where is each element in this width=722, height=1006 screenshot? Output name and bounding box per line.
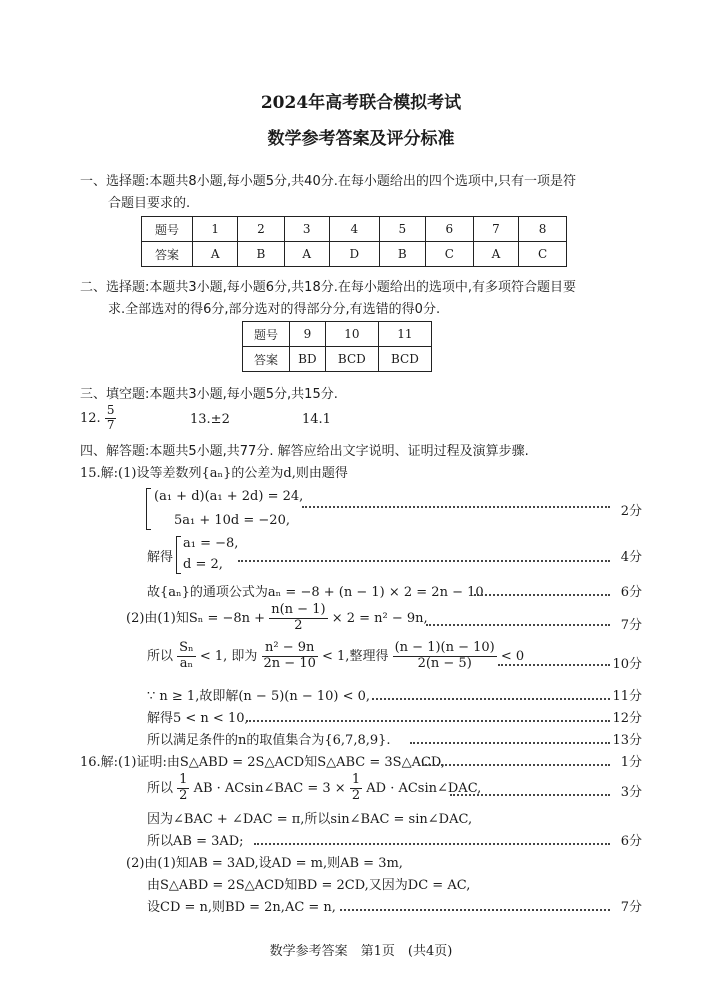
q15-part2-prefix: (2)由(1)知Sₙ = −8n + bbox=[126, 610, 266, 626]
dotted-leader bbox=[302, 506, 610, 508]
q16-line6: 由S△ABD = 2S△ACD知BD = 2CD,又因为DC = AC, bbox=[147, 878, 471, 893]
q16-line5: (2)由(1)知AB = 3AD,设AD = m,则AB = 3m, bbox=[126, 856, 403, 871]
answer-table-2 bbox=[242, 321, 432, 372]
score-label: 10分 bbox=[612, 657, 642, 672]
half-fraction bbox=[350, 773, 362, 804]
line-prefix: 所以 bbox=[147, 780, 174, 796]
so-mid2: < 1,整理得 bbox=[322, 648, 389, 664]
table-cell: 4 bbox=[329, 217, 379, 242]
q15-sol2: d = 2, bbox=[183, 557, 223, 572]
so-end: < 0 bbox=[500, 648, 525, 664]
q16-line2 bbox=[147, 773, 481, 804]
fraction-numerator: 1 bbox=[179, 772, 188, 787]
table-cell-label: 答案 bbox=[142, 242, 193, 267]
q16-line7: 设CD = n,则BD = 2n,AC = n, bbox=[147, 900, 336, 915]
table-cell: 1 bbox=[193, 217, 238, 242]
q12-answer bbox=[80, 404, 116, 433]
q12-numerator: 5 bbox=[106, 403, 115, 417]
so-prefix: 所以 bbox=[147, 648, 174, 664]
table-cell: 9 bbox=[290, 322, 326, 347]
section2-heading: 二、选择题:本题共3小题,每小题6分,共18分.在每小题给出的选项中,有多项符合题目要 bbox=[80, 280, 576, 295]
q15-eq1: (a₁ + d)(a₁ + 2d) = 24, bbox=[154, 489, 304, 504]
dotted-leader bbox=[426, 624, 610, 626]
q15-inequality bbox=[147, 641, 524, 672]
q15-eq2: 5a₁ + 10d = −20, bbox=[174, 513, 290, 528]
answer-table-1 bbox=[141, 216, 567, 267]
q15-part2 bbox=[126, 603, 428, 634]
table-cell: 8 bbox=[519, 217, 567, 242]
score-label: 6分 bbox=[620, 585, 642, 600]
q16-line3: 因为∠BAC + ∠DAC = π,所以sin∠BAC = sin∠DAC, bbox=[147, 812, 473, 827]
page-title: 2024年高考联合模拟考试 bbox=[260, 93, 462, 113]
dotted-leader bbox=[372, 698, 610, 700]
q16-intro: 16.解:(1)证明:由S△ABD = 2S△ACD知S△ABC = 3S△ACD, bbox=[80, 755, 445, 770]
dotted-leader bbox=[254, 843, 610, 845]
table-row-answers bbox=[243, 347, 432, 372]
q12-fraction bbox=[105, 404, 117, 433]
page-footer: 数学参考答案 第1页 (共4页) bbox=[269, 944, 453, 959]
table-cell: 5 bbox=[379, 217, 425, 242]
table-cell: 7 bbox=[473, 217, 518, 242]
table-cell: C bbox=[425, 242, 473, 267]
q12-label: 12. bbox=[80, 410, 101, 426]
q15-set: 所以满足条件的n的取值集合为{6,7,8,9}. bbox=[147, 733, 391, 748]
section1-heading: 一、选择题:本题共8小题,每小题5分,共40分.在每小题给出的四个选项中,只有一项是符 bbox=[80, 174, 576, 189]
section1-heading-cont: 合题目要求的. bbox=[108, 196, 191, 211]
q16-line4: 所以AB = 3AD; bbox=[147, 834, 244, 849]
fraction-denominator: 2n − 10 bbox=[263, 655, 316, 671]
score-label: 6分 bbox=[620, 834, 642, 849]
fraction-denominator: 2 bbox=[294, 617, 303, 633]
q13-answer: 13.±2 bbox=[190, 412, 230, 427]
score-label: 13分 bbox=[612, 733, 642, 748]
table-cell-label: 答案 bbox=[243, 347, 290, 372]
table-cell: A bbox=[473, 242, 518, 267]
score-label: 12分 bbox=[612, 711, 642, 726]
dotted-leader bbox=[450, 794, 610, 796]
fraction bbox=[177, 641, 196, 672]
fraction bbox=[393, 641, 497, 672]
fraction bbox=[262, 641, 318, 672]
page-subtitle: 数学参考答案及评分标准 bbox=[267, 129, 455, 149]
table-cell-label: 题号 bbox=[243, 322, 290, 347]
score-label: 2分 bbox=[620, 504, 642, 519]
table-cell: 11 bbox=[378, 322, 431, 347]
section4-heading: 四、解答题:本题共5小题,共77分. 解答应给出文字说明、证明过程及演算步骤. bbox=[80, 444, 529, 459]
dotted-leader bbox=[246, 720, 610, 722]
table-cell: 3 bbox=[284, 217, 329, 242]
table-cell: C bbox=[519, 242, 567, 267]
dotted-leader bbox=[340, 909, 610, 911]
dotted-leader bbox=[498, 664, 610, 666]
q15-part2-fraction bbox=[269, 603, 327, 634]
q15-since: ∵ n ≥ 1,故即解(n − 5)(n − 10) < 0, bbox=[147, 689, 371, 704]
fraction-denominator: 2(n − 5) bbox=[417, 655, 472, 671]
half-fraction bbox=[177, 773, 189, 804]
line-mid: AB · ACsin∠BAC = 3 × bbox=[193, 780, 346, 796]
fraction-numerator: n(n − 1) bbox=[271, 602, 326, 617]
q15-general: 故{aₙ}的通项公式为aₙ = −8 + (n − 1) × 2 = 2n − 10. bbox=[147, 585, 488, 600]
table-cell: B bbox=[379, 242, 425, 267]
q15-part2-suffix: × 2 = n² − 9n, bbox=[331, 610, 428, 626]
table-cell: D bbox=[329, 242, 379, 267]
dotted-leader bbox=[238, 560, 610, 562]
dotted-leader bbox=[474, 594, 610, 596]
q15-sol1: a₁ = −8, bbox=[183, 536, 239, 551]
fraction-numerator: Sₙ bbox=[179, 640, 194, 655]
table-row-answers bbox=[142, 242, 567, 267]
table-cell: B bbox=[238, 242, 284, 267]
table-cell: BCD bbox=[325, 347, 378, 372]
line-end: AD · ACsin∠DAC, bbox=[366, 780, 482, 796]
fraction-numerator: 1 bbox=[351, 772, 361, 787]
table-row-numbers bbox=[243, 322, 432, 347]
q15-solved: 解得5 < n < 10, bbox=[147, 711, 249, 726]
fraction-numerator: n² − 9n bbox=[262, 641, 318, 657]
fraction-numerator: (n − 1)(n − 10) bbox=[394, 640, 495, 655]
dotted-leader bbox=[410, 742, 610, 744]
table-cell: BD bbox=[290, 347, 326, 372]
score-label: 3分 bbox=[620, 785, 642, 800]
score-label: 7分 bbox=[620, 900, 642, 915]
system-brace bbox=[146, 488, 151, 530]
q14-answer: 14.1 bbox=[302, 412, 331, 427]
q12-denominator: 7 bbox=[106, 417, 115, 432]
section3-heading: 三、填空题:本题共3小题,每小题5分,共15分. bbox=[80, 387, 338, 402]
table-cell: 10 bbox=[325, 322, 378, 347]
score-label: 4分 bbox=[620, 550, 642, 565]
fraction-denominator: 2 bbox=[179, 787, 188, 803]
q15-intro: 15.解:(1)设等差数列{aₙ}的公差为d,则由题得 bbox=[80, 466, 348, 481]
system-brace bbox=[176, 536, 181, 574]
table-cell: 2 bbox=[238, 217, 284, 242]
dotted-leader bbox=[422, 764, 610, 766]
table-cell: BCD bbox=[378, 347, 431, 372]
table-row-numbers bbox=[142, 217, 567, 242]
score-label: 11分 bbox=[612, 689, 642, 704]
fraction-denominator: aₙ bbox=[179, 655, 194, 671]
table-cell-label: 题号 bbox=[142, 217, 193, 242]
table-cell: A bbox=[193, 242, 238, 267]
score-label: 7分 bbox=[620, 618, 642, 633]
so-mid1: < 1, 即为 bbox=[199, 648, 258, 664]
q15-solve-label: 解得 bbox=[147, 550, 174, 565]
section2-heading-cont: 求.全部选对的得6分,部分选对的得部分分,有选错的得0分. bbox=[108, 302, 441, 317]
score-label: 1分 bbox=[620, 755, 642, 770]
table-cell: A bbox=[284, 242, 329, 267]
table-cell: 6 bbox=[425, 217, 473, 242]
fraction-denominator: 2 bbox=[351, 787, 361, 803]
